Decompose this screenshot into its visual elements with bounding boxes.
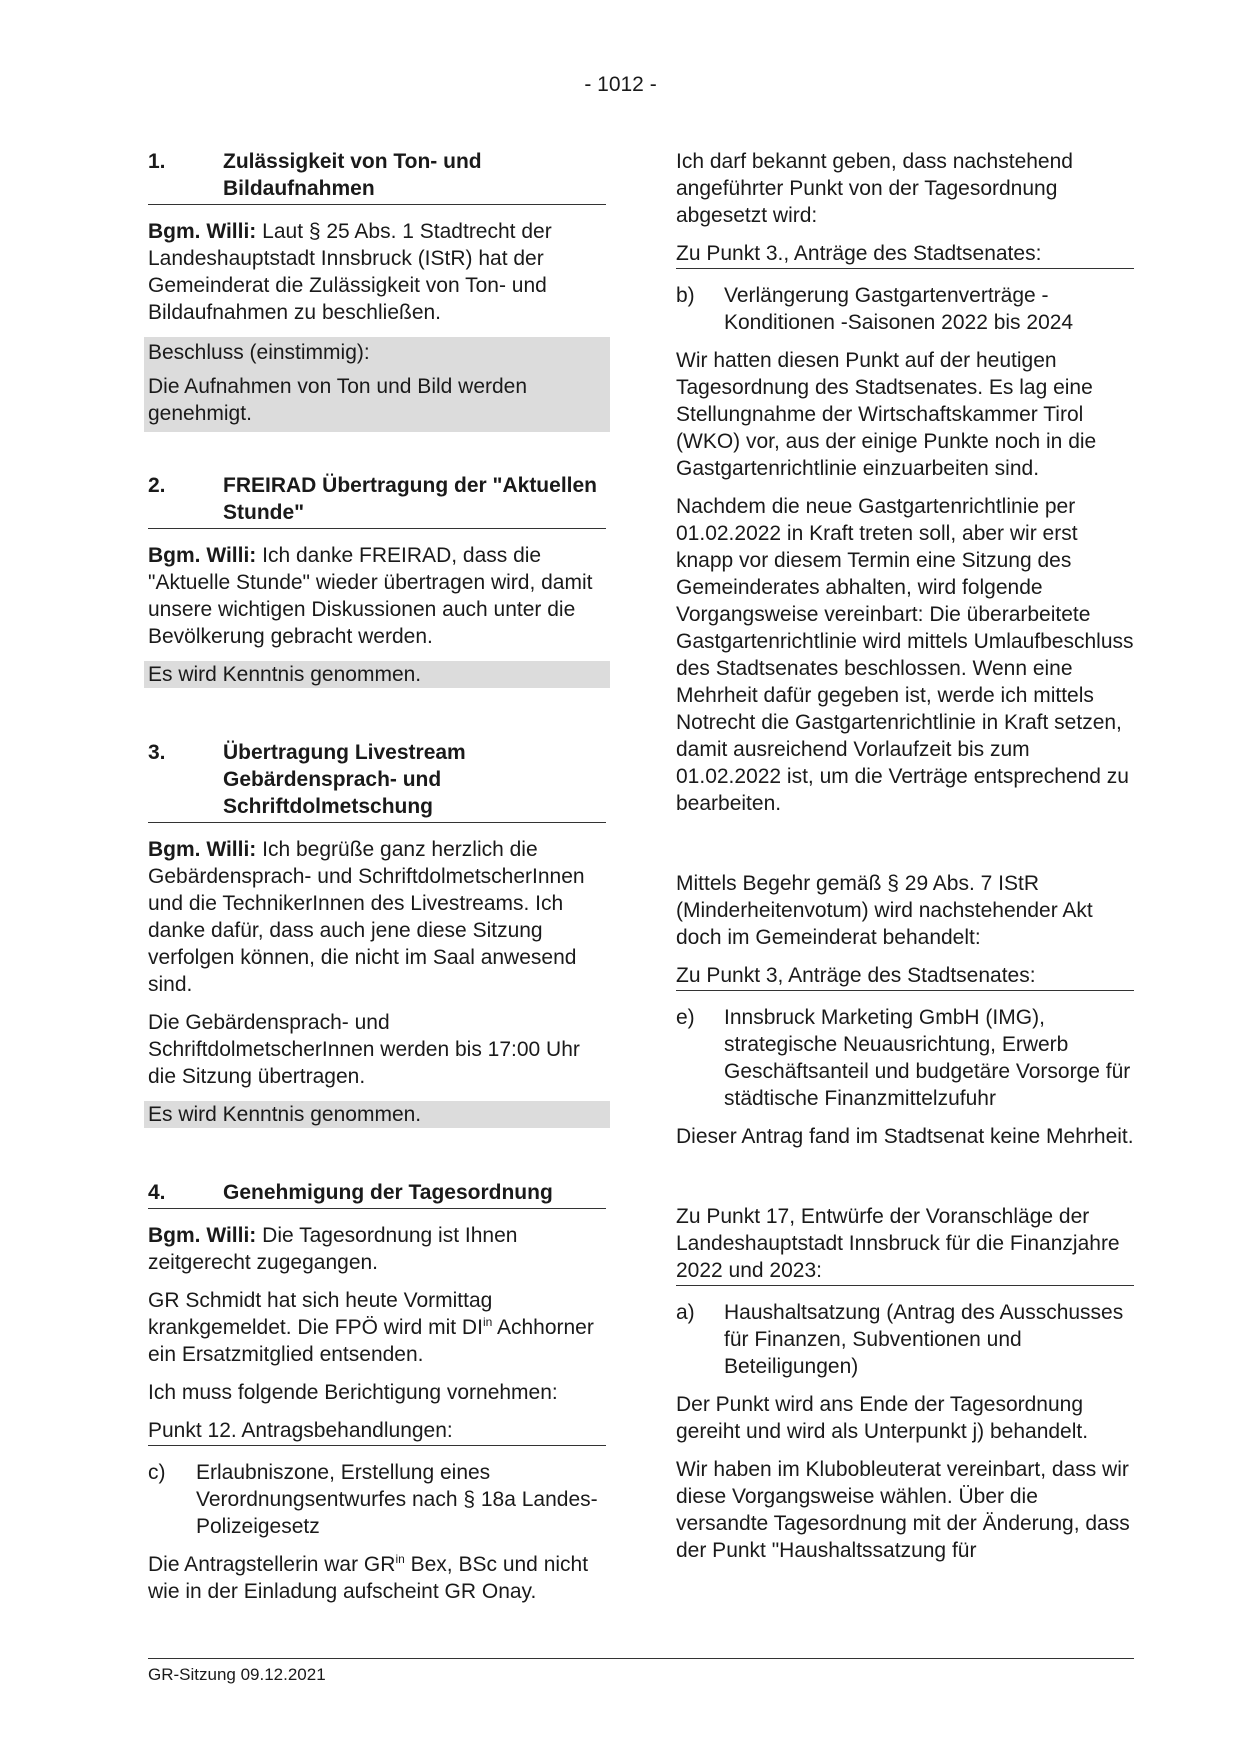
item-text: Haushaltsatzung (Antrag des Ausschusses für Finanzen, Subventionen und Beteiligungen) <box>724 1301 1124 1378</box>
section-title: Genehmigung der Tagesordnung <box>223 1181 553 1204</box>
section-1-heading <box>148 148 606 205</box>
agenda-item <box>676 1299 1134 1380</box>
section-number: 2. <box>148 474 166 497</box>
item-text: Innsbruck Marketing GmbH (IMG), strategische Neuausrichtung, Erwerb Geschäftsanteil und budgetäre Vorsorge für städtische Finanzmittelzufuhr <box>724 1006 1131 1110</box>
right-column <box>676 148 1134 1575</box>
resolution-box <box>144 337 610 432</box>
section-4-heading <box>148 1179 606 1209</box>
statement <box>148 836 606 998</box>
superscript: in <box>482 1315 493 1329</box>
statement <box>148 1222 606 1276</box>
sub-heading: Punkt 12. Antragsbehandlungen: <box>148 1417 606 1446</box>
paragraph <box>148 1551 606 1605</box>
section-title: Zulässigkeit von Ton- und Bildaufnahmen <box>223 150 482 200</box>
section-number: 3. <box>148 741 166 764</box>
item-label: b) <box>676 284 695 307</box>
text-part: Achhorner ein Ersatzmitglied entsenden. <box>148 1316 594 1366</box>
item-label: a) <box>676 1301 695 1324</box>
item-text: Verlängerung Gastgartenverträge - Konditionen -Saisonen 2022 bis 2024 <box>724 284 1074 334</box>
text-part: Bex, BSc und nicht wie in der Einladung aufscheint GR Onay. <box>148 1553 589 1603</box>
resolution-label: Beschluss (einstimmig): <box>148 341 370 364</box>
statement <box>148 542 606 650</box>
section-number: 1. <box>148 150 166 173</box>
section-2-heading <box>148 472 606 529</box>
text-part: GR Schmidt hat sich heute Vormittag krankgemeldet. Die FPÖ wird mit DI <box>148 1289 493 1339</box>
page-number: - 1012 - <box>584 73 657 96</box>
acknowledgement-note: Es wird Kenntnis genommen. <box>144 1101 610 1128</box>
sub-heading: Zu Punkt 3., Anträge des Stadtsenates: <box>676 240 1134 269</box>
paragraph: Ich muss folgende Berichtigung vornehmen: <box>148 1381 558 1404</box>
agenda-item <box>676 282 1134 336</box>
speaker-name: Bgm. Willi: <box>148 544 257 567</box>
paragraph: Ich darf bekannt geben, dass nachstehend angeführter Punkt von der Tagesordnung abgesetzt wird: <box>676 150 1073 227</box>
paragraph: Nachdem die neue Gastgartenrichtlinie per 01.02.2022 in Kraft treten soll, aber wir erst knapp vor diesem Termin eine Sitzung des Gemeinderates abhalten, wird folgende Vorgangsweise vereinbart: Die überarbeitete Gastgartenrichtlinie wird mittels Umlaufbeschluss des Stadtsenates beschlossen. Wenn eine Mehrheit dafür gegeben ist, werde ich mittels Notrecht die Gastgartenrichtlinie in Kraft setzen, damit ausreichend Vorlaufzeit bis zum 01.02.2022 ist, um die Verträge entsprechend zu bearbeiten. <box>676 495 1134 815</box>
section-title: Übertragung Livestream Gebärdensprach- und Schriftdolmetschung <box>223 741 466 818</box>
statement-text: Die Tagesordnung ist Ihnen zeitgerecht zugegangen. <box>148 1224 518 1274</box>
sub-heading: Zu Punkt 3, Anträge des Stadtsenates: <box>676 962 1134 991</box>
speaker-name: Bgm. Willi: <box>148 838 257 861</box>
agenda-item <box>676 1004 1134 1112</box>
footer-text: GR-Sitzung 09.12.2021 <box>148 1665 326 1684</box>
section-title: FREIRAD Übertragung der "Aktuellen Stunde" <box>223 474 597 524</box>
acknowledgement-note: Es wird Kenntnis genommen. <box>144 661 610 688</box>
agenda-item <box>148 1459 606 1540</box>
section-number: 4. <box>148 1181 166 1204</box>
paragraph: Die Gebärdensprach- und SchriftdolmetscherInnen werden bis 17:00 Uhr die Sitzung übertragen. <box>148 1011 580 1088</box>
section-3-heading <box>148 739 606 823</box>
sub-heading: Zu Punkt 17, Entwürfe der Voranschläge der Landeshauptstadt Innsbruck für die Finanzjahre 2022 und 2023: <box>676 1203 1134 1286</box>
speaker-name: Bgm. Willi: <box>148 1224 257 1247</box>
text-part: Die Antragstellerin war GR <box>148 1553 396 1576</box>
superscript: in <box>395 1552 405 1566</box>
item-text: Erlaubniszone, Erstellung eines Verordnungsentwurfes nach § 18a Landes-Polizeigesetz <box>196 1461 598 1538</box>
paragraph <box>148 1287 606 1368</box>
statement-text: Ich danke FREIRAD, dass die "Aktuelle Stunde" wieder übertragen wird, damit unsere wichtigen Diskussionen auch unter die Bevölkerung gebracht werden. <box>148 544 593 648</box>
item-label: e) <box>676 1006 695 1029</box>
paragraph: Mittels Begehr gemäß § 29 Abs. 7 IStR (Minderheitenvotum) wird nachstehender Akt doch im Gemeinderat behandelt: <box>676 872 1093 949</box>
footer-divider <box>148 1658 1134 1659</box>
statement <box>148 218 606 326</box>
paragraph: Dieser Antrag fand im Stadtsenat keine Mehrheit. <box>676 1125 1134 1148</box>
left-column <box>148 148 606 1616</box>
paragraph: Wir haben im Klubobleuterat vereinbart, dass wir diese Vorgangsweise wählen. Über die versandte Tagesordnung mit der Änderung, dass der Punkt "Haushaltssatzung für <box>676 1458 1130 1562</box>
paragraph: Wir hatten diesen Punkt auf der heutigen Tagesordnung des Stadtsenates. Es lag eine Stellungnahme der Wirtschaftskammer Tirol (WKO) vor, aus der einige Punkte noch in die Gastgartenrichtlinie einzuarbeiten sind. <box>676 349 1097 480</box>
speaker-name: Bgm. Willi: <box>148 220 257 243</box>
item-label: c) <box>148 1461 166 1484</box>
statement-text: Ich begrüße ganz herzlich die Gebärdensprach- und SchriftdolmetscherInnen und die TechnikerInnen des Livestreams. Ich danke dafür, dass auch jene diese Sitzung verfolgen können, die nicht im Saal anwesend sind. <box>148 838 585 996</box>
resolution-text: Die Aufnahmen von Ton und Bild werden genehmigt. <box>148 375 528 425</box>
statement-text: Laut § 25 Abs. 1 Stadtrecht der Landeshauptstadt Innsbruck (IStR) hat der Gemeinderat die Zulässigkeit von Ton- und Bildaufnahmen zu beschließen. <box>148 220 552 324</box>
paragraph: Der Punkt wird ans Ende der Tagesordnung gereiht und wird als Unterpunkt j) behandelt. <box>676 1393 1089 1443</box>
